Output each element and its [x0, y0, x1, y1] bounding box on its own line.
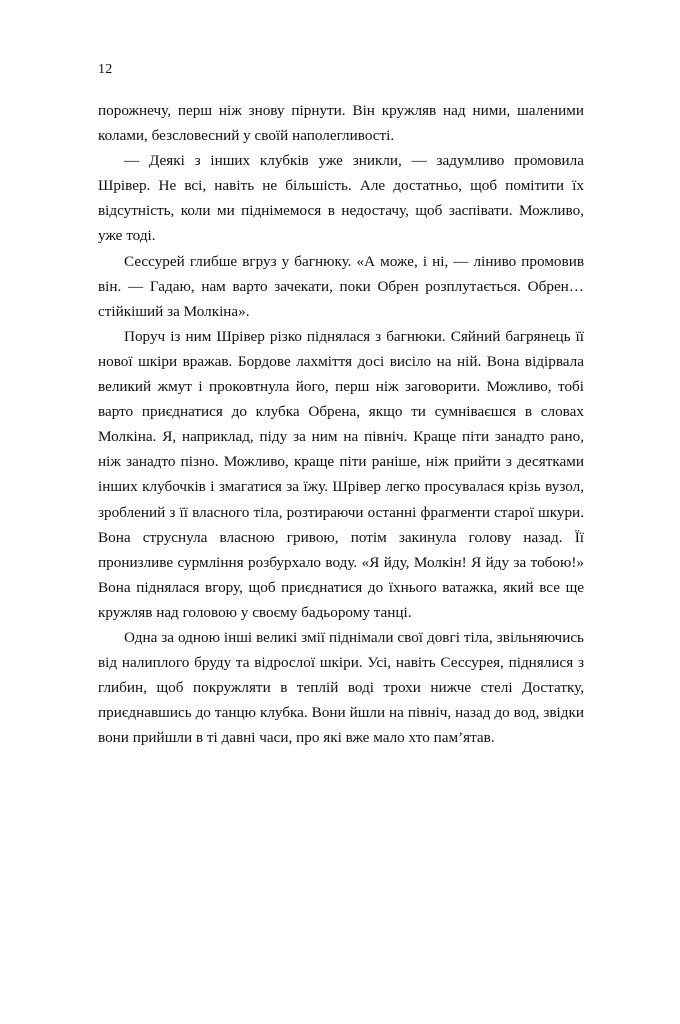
paragraph: Поруч із ним Шрівер різко піднялася з багнюки. Сяйний багрянець її нової шкіри вражав. Бордове лахміття досі висіло на ній. Вона відірвала великий жмут і проковтнула його, перш ніж заговорити. Можливо, тобі варто приєднатися до клубка Обрена, якщо ти сумніваєшся в словах Молкіна. Я, наприклад, піду за ним на північ. Краще піти занадто рано, ніж занадто пізно. Можливо, краще піти раніше, ніж прийти з десятками інших клубочків і змагатися за їжу. Шрівер легко просувалася крізь вузол, зроблений з її власного тіла, розтираючи останні фрагменти старої шкури. Вона струснула власною гривою, потім закинула голову назад. Її пронизливе сурмління розбурхало воду. «Я йду, Молкін! Я йду за тобою!» Вона піднялася вгору, щоб приєднатися до їхнього ватажка, який все ще кружляв над головою у своєму бадьорому танці.: [98, 327, 584, 621]
page-number: 12: [98, 62, 113, 77]
paragraph: Сессурей глибше вгруз у багнюку. «А може, і ні, — ліниво промовив він. — Гадаю, нам варто зачекати, поки Обрен розплутається. Обрен… стійкіший за Молкіна».: [98, 252, 584, 320]
page-body-text: [98, 98, 584, 750]
paragraph: Одна за одною інші великі змії піднімали свої довгі тіла, звільняючись від налиплого бруду та відрослої шкіри. Усі, навіть Сессурея, піднялися з глибин, щоб покружляти в теплій воді трохи нижче стелі Достатку, приєднавшись до танцю клубка. Вони йшли на північ, назад до вод, звідки вони прийшли в ті давні часи, про які вже мало хто пам’ятав.: [98, 628, 584, 747]
paragraph: порожнечу, перш ніж знову пірнути. Він кружляв над ними, шаленими колами, безсловесний у своїй наполегливості.: [98, 102, 584, 145]
paragraph: — Деякі з інших клубків уже зникли, — задумливо промовила Шрівер. Не всі, навіть не більшість. Але достатньо, щоб помітити їх відсутність, коли ми піднімемося в недостачу, щоб заспівати. Можливо, уже тоді.: [98, 152, 584, 245]
